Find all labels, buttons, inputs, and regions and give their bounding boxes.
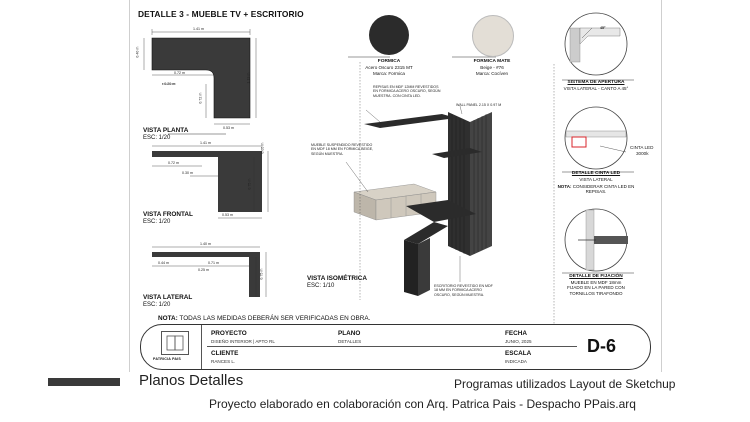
detail-apertura-desc: VISTA LATERAL - CANTO A 45° [563, 86, 629, 91]
drawing-sheet [129, 0, 662, 372]
detail-cinta-note-text: CONSIDERAR CINTA LED EN REPISAS. [572, 184, 635, 195]
view-label-frontal: VISTA FRONTAL [143, 211, 193, 218]
front-top-slab [152, 151, 262, 157]
iso-wall-panel [448, 112, 470, 256]
detail-fijacion-drawing [565, 209, 628, 271]
dim-frontal-b: 0.30 m [182, 171, 193, 175]
side-leg [249, 257, 260, 297]
material-line2-formica-mate: Marca: Cocíven [475, 71, 509, 76]
material-line1-formica-mate: Beige - #76 [480, 65, 504, 70]
material-swatch-formica [369, 15, 409, 55]
dim-frontal-top: 1.41 m [200, 141, 211, 145]
front-leg [218, 157, 262, 212]
detail-cinta-desc: VISTA LATERAL [579, 177, 613, 182]
dim-planta-right: 1.13 m [246, 72, 251, 84]
detail-apertura-drawing [565, 13, 627, 75]
title-block [140, 324, 651, 370]
caption-software: Programas utilizados Layout de Sketchup [454, 377, 676, 391]
side-top-slab [152, 252, 260, 257]
dim-frontal-h1: 0.75 m [247, 178, 252, 190]
tb-escala-value: INDICADA [505, 359, 527, 364]
detail-apertura-title: SISTEMA DE APERTURA [567, 80, 625, 85]
view-label-planta: VISTA PLANTA [143, 127, 189, 134]
dim-planta-top: 1.41 m [193, 27, 204, 31]
titleblock-divider [201, 325, 202, 369]
detail-cinta-side-value: 3000k [636, 151, 649, 156]
annotation-wall-panel: WALL PANEL 2.15 X 0.97 M [456, 103, 502, 107]
detail-fijacion-desc: MUEBLE EN MDF 18mm FIJADO EN LA PARED CON TORNILLOS TIRAFONDO [567, 280, 625, 296]
tb-plano-label: PLANO [338, 330, 361, 337]
sheet-code: D-6 [587, 336, 617, 356]
material-name-formica-mate: FORMICA MATE [473, 59, 511, 64]
view-label-isometrica: VISTA ISOMÉTRICA [307, 275, 368, 282]
tb-cliente-label: CLIENTE [211, 350, 239, 357]
dim-frontal-bottom: 0.53 m [222, 213, 233, 217]
sheet-title: DETALLE 3 - MUEBLE TV + ESCRITORIO [138, 9, 304, 19]
general-note-text: TODAS LAS MEDIDAS DEBERÁN SER VERIFICADAS EN OBRA. [177, 315, 371, 322]
dim-planta-radius: r 0.20 m [162, 82, 176, 86]
iso-shelf-top [364, 114, 456, 128]
annotation-repisas: REPISAS EN MDF 12MM REVESTIDOS EN FORMICA ACERO OSCURO, SEGÚN MUESTRA. CON CINTA LED. [373, 85, 441, 98]
detail-cinta-note-bold: NOTA: [557, 184, 572, 189]
tb-fecha-label: FECHA [505, 330, 528, 337]
material-name-formica: FORMICA [377, 59, 401, 64]
detail-cinta-note [551, 184, 641, 195]
dim-planta-mid: 0.72 m [198, 92, 203, 104]
tb-proyecto-value: DISEÑO INTERIOR | APTO RL [211, 339, 275, 344]
caption-bar [48, 378, 120, 386]
dim-lateral-b: 0.71 m [208, 261, 219, 265]
dim-planta-inner: 0.72 m [174, 71, 185, 75]
tb-fecha-value: JUNIO, 2025 [505, 339, 532, 344]
dim-planta-bottom: 0.53 m [223, 126, 234, 130]
logo-icon [162, 332, 188, 354]
material-line2-formica: Marca: Formica [373, 71, 405, 76]
detail-apertura-angle: 45° [600, 26, 606, 30]
detail-cinta-led-drawing [565, 107, 627, 169]
caption-credit: Proyecto elaborado en colaboración con Arq. Patrica Pais - Despacho PPais.arq [209, 397, 636, 411]
tb-cliente-value: RANCES L. [211, 359, 236, 364]
general-note [158, 315, 370, 322]
dim-frontal-h2: 0.05 m [260, 142, 265, 154]
detail-cinta-side-label: CINTA LED [630, 145, 654, 150]
tb-proyecto-label: PROYECTO [211, 330, 247, 337]
detail-cinta-title: DETALLE CINTA LED [571, 171, 621, 176]
dim-lateral-top: 1.40 m [200, 242, 211, 246]
view-scale-isometrica: ESC: 1/10 [307, 283, 335, 289]
tb-plano-value: DETALLES [338, 339, 362, 344]
view-label-lateral: VISTA LATERAL [143, 294, 193, 301]
caption-title: Planos Detalles [139, 372, 244, 389]
logo-mark [161, 331, 189, 355]
tb-rule [207, 346, 577, 347]
general-note-bold: NOTA: [158, 315, 178, 322]
material-swatch-formica-mate [472, 15, 514, 57]
detail-fijacion-title: DETALLE DE FIJACIÓN [569, 274, 623, 279]
iso-desk-leg [404, 240, 418, 296]
material-line1-formica: Acero Oscuro 2315 MT [365, 65, 413, 70]
view-scale-planta: ESC: 1/20 [143, 135, 171, 141]
dim-planta-left: 0.40 m [135, 46, 140, 58]
plan-shape [152, 38, 250, 118]
dim-lateral-h: 0.75 m [259, 268, 264, 280]
logo-text: PATRICIA PAIS [153, 357, 182, 361]
dim-lateral-a: 0.44 m [158, 261, 169, 265]
dim-frontal-a: 0.72 m [168, 161, 179, 165]
dim-lateral-c: 0.25 m [198, 268, 209, 272]
view-scale-frontal: ESC: 1/20 [143, 219, 171, 225]
tb-escala-label: ESCALA [505, 350, 532, 357]
view-scale-lateral: ESC: 1/20 [143, 302, 171, 308]
annotation-mueble: MUEBLE SUSPENDIDO REVESTIDO EN MDF 18 MM EN FORMICA BEIGE, SEGÚN MUESTRA. [311, 143, 374, 156]
annotation-escritorio: ESCRITORIO REVESTIDO EN MDF 18 MM EN FORMICA ACERO OSCURO, SEGÚN MUESTRA. [434, 284, 493, 297]
